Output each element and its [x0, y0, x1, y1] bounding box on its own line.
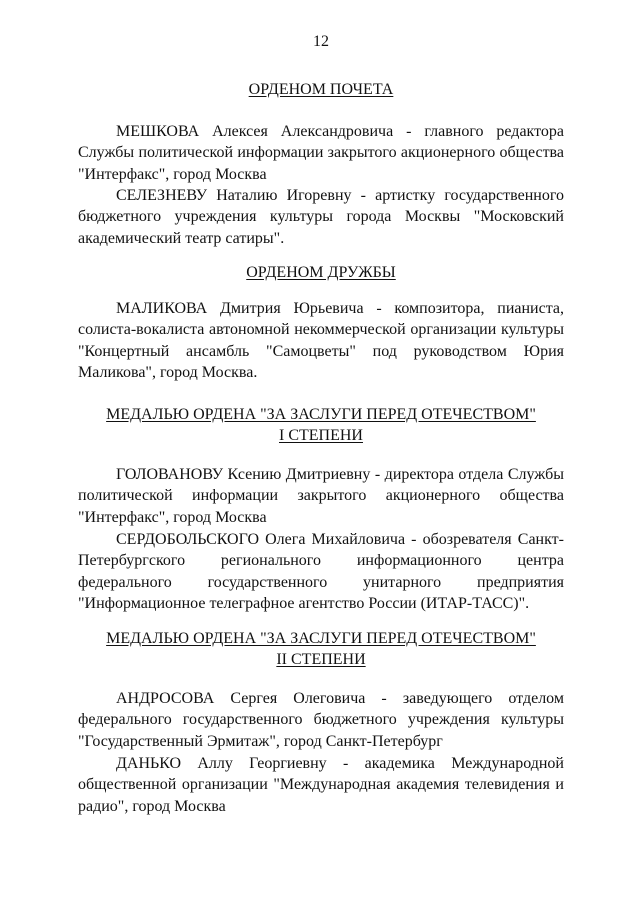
- section-heading-order-of-friendship: [78, 262, 564, 283]
- award-entry: СЕРДОБОЛЬСКОГО Олега Михайловича - обозревателя Санкт-Петербургского регионального информационного центра федерального государственного унитарного предприятия "Информационное телеграфное агентство России (ИТАР-ТАСС)".: [78, 531, 564, 612]
- heading-line: I СТЕПЕНИ: [279, 427, 363, 444]
- heading-line: II СТЕПЕНИ: [276, 651, 366, 668]
- section-heading-order-of-honour: [78, 79, 564, 100]
- section-heading-medal-second-degree: [78, 628, 564, 670]
- heading-line: ОРДЕНОМ ДРУЖБЫ: [246, 264, 396, 281]
- award-entry: АНДРОСОВА Сергея Олеговича - заведующего отделом федерального государственного бюджетного учреждения культуры "Государственный Эрмитаж", город Санкт-Петербург: [78, 690, 564, 750]
- heading-line: МЕДАЛЬЮ ОРДЕНА "ЗА ЗАСЛУГИ ПЕРЕД ОТЕЧЕСТВОМ": [106, 406, 536, 423]
- award-entry: ГОЛОВАНОВУ Ксению Дмитриевну - директора отдела Службы политической информации закрытого акционерного общества "Интерфакс", город Москва: [78, 466, 564, 526]
- section-heading-medal-first-degree: [78, 404, 564, 446]
- heading-line: ОРДЕНОМ ПОЧЕТА: [248, 81, 394, 98]
- award-entry: ДАНЬКО Аллу Георгиевну - академика Международной общественной организации "Международная академия телевидения и радио", город Москва: [78, 755, 564, 815]
- heading-line: МЕДАЛЬЮ ОРДЕНА "ЗА ЗАСЛУГИ ПЕРЕД ОТЕЧЕСТВОМ": [106, 630, 536, 647]
- award-entry: СЕЛЕЗНЕВУ Наталию Игоревну - артистку государственного бюджетного учреждения культуры города Москвы "Московский академический театр сатиры".: [78, 187, 564, 247]
- page-number: 12: [313, 33, 329, 50]
- award-entry: МЕШКОВА Алексея Александровича - главного редактора Службы политической информации закрытого акционерного общества "Интерфакс", город Москва: [78, 123, 564, 183]
- award-entry: МАЛИКОВА Дмитрия Юрьевича - композитора, пианиста, солиста-вокалиста автономной некоммерческой организации культуры "Концертный ансамбль "Самоцветы" под руководством Юрия Маликова", город Москва.: [78, 300, 564, 381]
